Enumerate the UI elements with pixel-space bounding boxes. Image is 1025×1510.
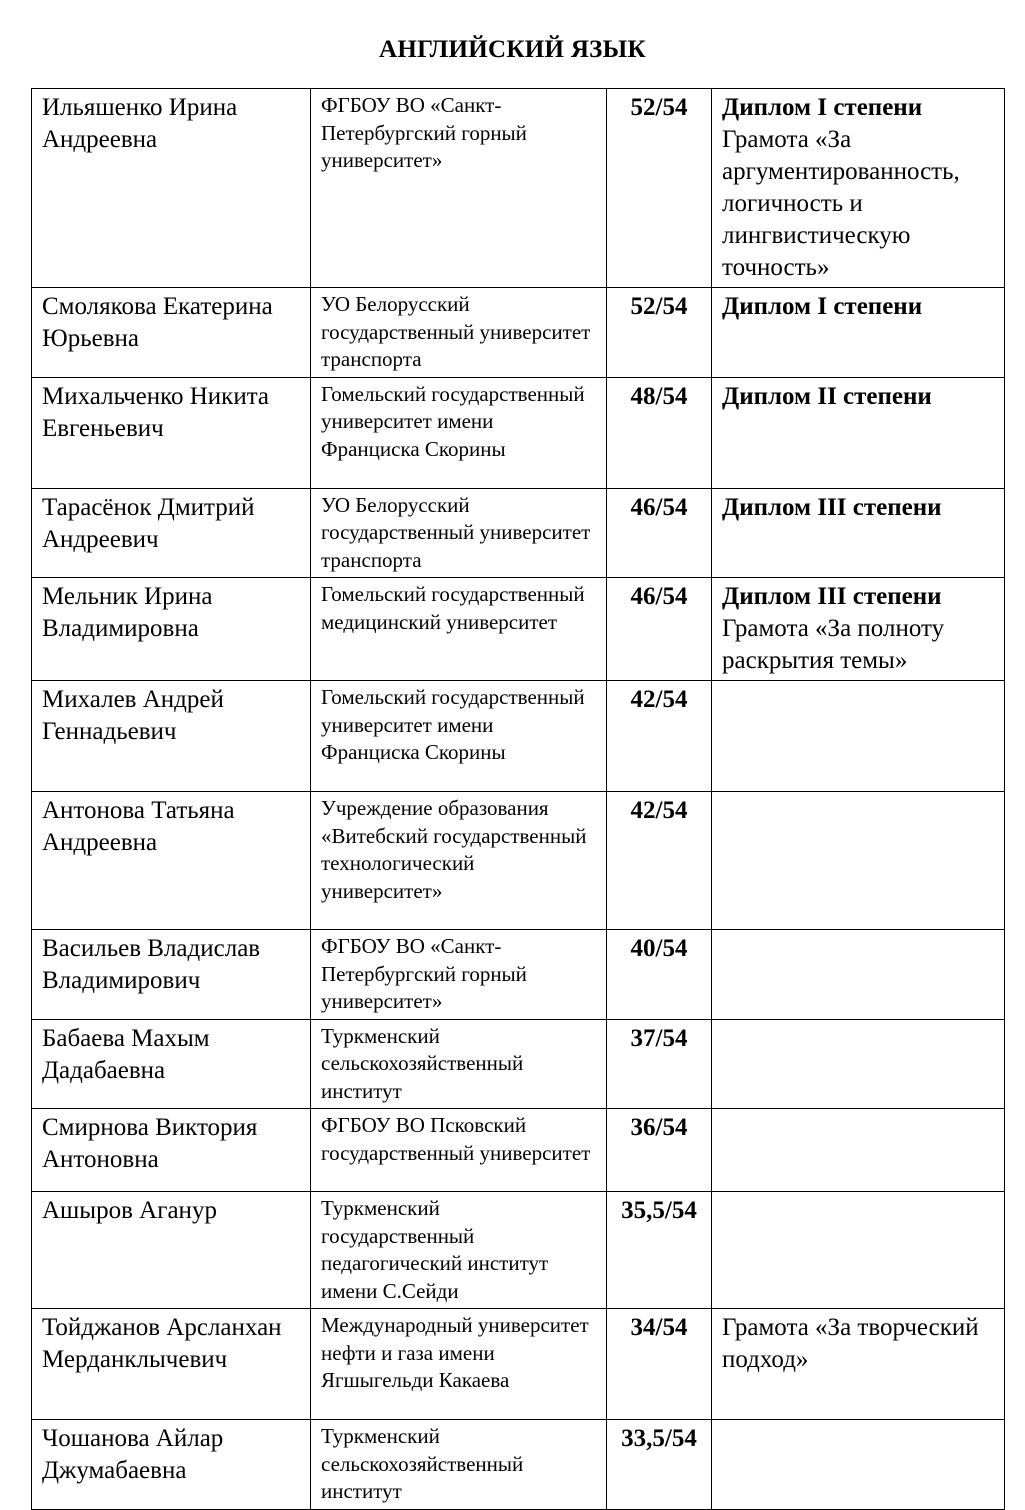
award-cell: [712, 89, 1005, 288]
university-name: ФГБОУ ВО «Санкт-Петербургский горный университет»: [311, 89, 607, 288]
participant-name: Васильев Владислав Владимирович: [32, 930, 311, 1020]
table-row: [32, 1109, 1005, 1192]
score: 52/54: [607, 89, 712, 288]
award-cell: [712, 681, 1005, 792]
table-row: [32, 578, 1005, 681]
university-name: Гомельский государственный медицинский университет: [311, 578, 607, 681]
award-cell: [712, 930, 1005, 1020]
award-note: Грамота «За аргументированность, логичность и лингвистическую точность»: [722, 126, 960, 281]
table-row: [32, 377, 1005, 488]
score: 52/54: [607, 288, 712, 378]
university-name: Туркменский сельскохозяйственный институт: [311, 1420, 607, 1510]
table-row: [32, 288, 1005, 378]
score: 48/54: [607, 377, 712, 488]
score: 35,5/54: [607, 1192, 712, 1309]
score: 34/54: [607, 1309, 712, 1420]
award-cell: [712, 1420, 1005, 1510]
award-note: Грамота «За полноту раскрытия темы»: [722, 615, 945, 674]
participant-name: Михальченко Никита Евгеньевич: [32, 377, 311, 488]
participant-name: Смирнова Виктория Антоновна: [32, 1109, 311, 1192]
table-row: [32, 792, 1005, 930]
table-row: [32, 488, 1005, 578]
award-cell: [712, 1309, 1005, 1420]
award-cell: [712, 377, 1005, 488]
award-title: Диплом I степени: [722, 94, 923, 121]
university-name: ФГБОУ ВО «Санкт-Петербургский горный университет»: [311, 930, 607, 1020]
award-title: Диплом III степени: [722, 493, 942, 521]
university-name: Туркменский государственный педагогический институт имени С.Сейди: [311, 1192, 607, 1309]
score: 40/54: [607, 930, 712, 1020]
table-row: [32, 681, 1005, 792]
score: 46/54: [607, 488, 712, 578]
score: 33,5/54: [607, 1420, 712, 1510]
score: 42/54: [607, 792, 712, 930]
university-name: ФГБОУ ВО Псковский государственный университет: [311, 1109, 607, 1192]
table-row: [32, 1309, 1005, 1420]
participant-name: Тарасёнок Дмитрий Андреевич: [32, 488, 311, 578]
participant-name: Мельник Ирина Владимировна: [32, 578, 311, 681]
participant-name: Ильяшенко Ирина Андреевна: [32, 89, 311, 288]
participant-name: Антонова Татьяна Андреевна: [32, 792, 311, 930]
participant-name: Тойджанов Арсланхан Мерданклычевич: [32, 1309, 311, 1420]
university-name: Учреждение образования «Витебский государственный технологический университет»: [311, 792, 607, 930]
table-row: [32, 1420, 1005, 1510]
award-note: Грамота «За творческий подход»: [722, 1314, 979, 1373]
award-title: Диплом III степени: [722, 583, 942, 610]
score: 46/54: [607, 578, 712, 681]
award-title: Диплом II степени: [722, 382, 932, 410]
award-cell: [712, 578, 1005, 681]
results-table: [31, 88, 1005, 1510]
university-name: УО Белорусский государственный университет транспорта: [311, 488, 607, 578]
score: 36/54: [607, 1109, 712, 1192]
award-cell: [712, 1192, 1005, 1309]
table-row: [32, 930, 1005, 1020]
results-table-body: [32, 89, 1005, 1510]
score: 42/54: [607, 681, 712, 792]
university-name: УО Белорусский государственный университет транспорта: [311, 288, 607, 378]
participant-name: Смолякова Екатерина Юрьевна: [32, 288, 311, 378]
table-row: [32, 89, 1005, 288]
award-title: Диплом I степени: [722, 293, 923, 320]
participant-name: Чошанова Айлар Джумабаевна: [32, 1420, 311, 1510]
award-cell: [712, 488, 1005, 578]
university-name: Гомельский государственный университет имени Франциска Скорины: [311, 377, 607, 488]
participant-name: Михалев Андрей Геннадьевич: [32, 681, 311, 792]
award-cell: [712, 1019, 1005, 1109]
university-name: Международный университет нефти и газа имени Ягшыгельди Какаева: [311, 1309, 607, 1420]
page-title: АНГЛИЙСКИЙ ЯЗЫК: [379, 36, 646, 63]
university-name: Гомельский государственный университет имени Франциска Скорины: [311, 681, 607, 792]
participant-name: Ашыров Аганур: [32, 1192, 311, 1309]
table-row: [32, 1019, 1005, 1109]
participant-name: Бабаева Махым Дадабаевна: [32, 1019, 311, 1109]
award-cell: [712, 792, 1005, 930]
score: 37/54: [607, 1019, 712, 1109]
award-cell: [712, 288, 1005, 378]
university-name: Туркменский сельскохозяйственный институт: [311, 1019, 607, 1109]
table-row: [32, 1192, 1005, 1309]
award-cell: [712, 1109, 1005, 1192]
